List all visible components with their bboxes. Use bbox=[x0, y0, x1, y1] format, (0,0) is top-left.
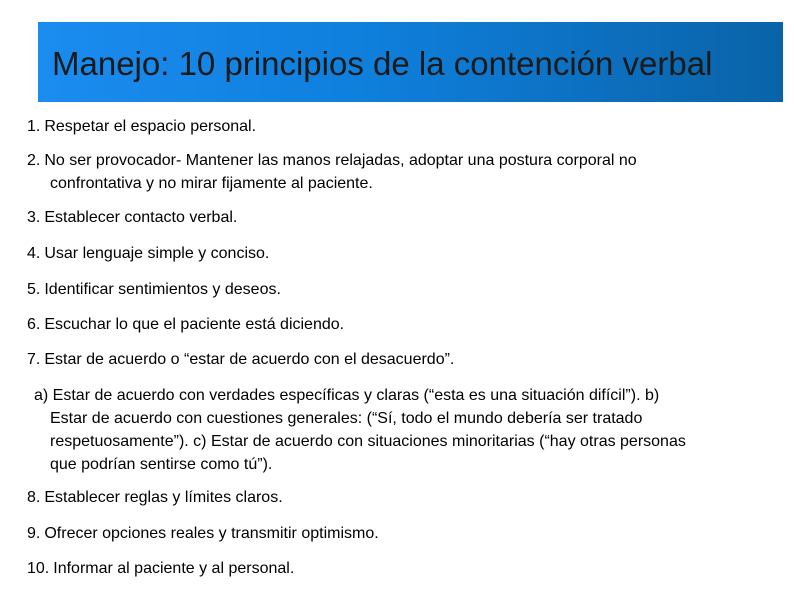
item-text: Ofrecer opciones reales y transmitir optimismo. bbox=[44, 525, 379, 542]
list-item bbox=[27, 557, 777, 580]
list-item bbox=[27, 149, 777, 195]
sub-item-text-continuation: respetuosamente”). c) Estar de acuerdo con situaciones minoritarias (“hay otras personas bbox=[50, 433, 686, 450]
item-number: 3. bbox=[27, 209, 41, 226]
item-text-continuation: confrontativa y no mirar fijamente al paciente. bbox=[50, 175, 373, 192]
item-number: 5. bbox=[27, 281, 41, 298]
item-text: Escuchar lo que el paciente está diciendo. bbox=[44, 316, 345, 333]
item-number: 6. bbox=[27, 316, 41, 333]
item-number: 9. bbox=[27, 525, 41, 542]
list-item bbox=[27, 278, 777, 301]
item-number: 8. bbox=[27, 489, 41, 506]
list-item bbox=[27, 206, 777, 229]
list-item bbox=[27, 242, 777, 265]
item-text: Identificar sentimientos y deseos. bbox=[44, 281, 281, 298]
item-text: Establecer contacto verbal. bbox=[44, 209, 238, 226]
list-item bbox=[27, 115, 777, 138]
sub-item-text-continuation: Estar de acuerdo con cuestiones generales: (“Sí, todo el mundo debería ser tratado bbox=[50, 410, 643, 427]
sub-item-text-continuation: que podrían sentirse como tú”). bbox=[50, 456, 273, 473]
item-number: 4. bbox=[27, 245, 41, 262]
item-text: Informar al paciente y al personal. bbox=[53, 560, 295, 577]
item-text: No ser provocador- Mantener las manos relajadas, adoptar una postura corporal no bbox=[44, 152, 637, 169]
item-number: 7. bbox=[27, 351, 41, 368]
list-item bbox=[27, 348, 777, 371]
item-text: Estar de acuerdo o “estar de acuerdo con el desacuerdo”. bbox=[44, 351, 455, 368]
list-item bbox=[27, 313, 777, 336]
item-number: 2. bbox=[27, 152, 41, 169]
title-banner bbox=[38, 22, 783, 102]
page-title: Manejo: 10 principios de la contención verbal bbox=[52, 45, 713, 82]
list-item bbox=[27, 486, 777, 509]
list-item bbox=[27, 522, 777, 545]
item-number: 10. bbox=[27, 560, 50, 577]
item-text: Usar lenguaje simple y conciso. bbox=[44, 245, 270, 262]
sub-item bbox=[34, 384, 779, 476]
item-number: 1. bbox=[27, 118, 41, 135]
item-text: Establecer reglas y límites claros. bbox=[44, 489, 283, 506]
item-text: Respetar el espacio personal. bbox=[44, 118, 257, 135]
sub-item-text: a) Estar de acuerdo con verdades específicas y claras (“esta es una situación difícil”). b) bbox=[34, 387, 660, 404]
